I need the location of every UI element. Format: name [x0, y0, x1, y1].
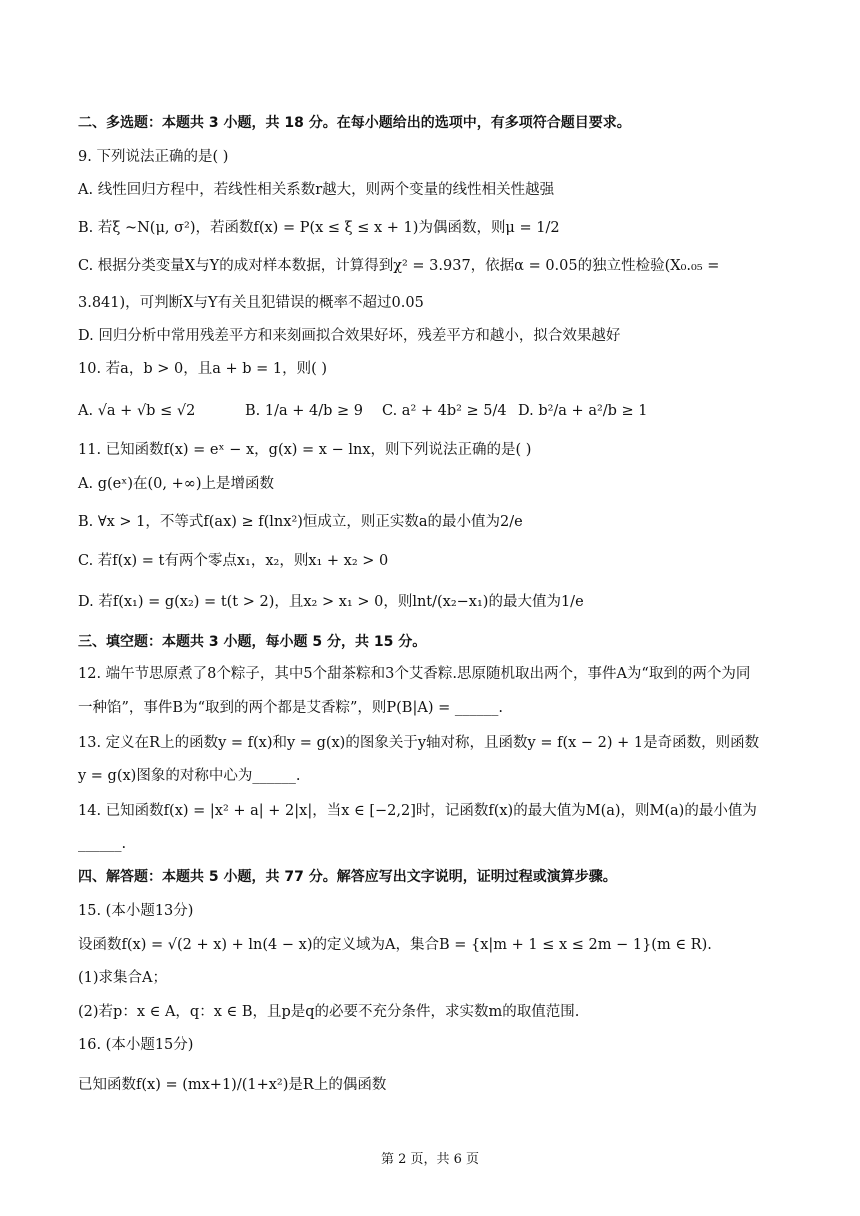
page-footer: 第 2 页，共 6 页 — [380, 1152, 480, 1167]
question-13-line2: y = g(x)图象的对称中心为______. — [78, 768, 301, 784]
question-16-title: 16. (本小题15分) — [78, 1037, 194, 1053]
question-9-option-b: B. 若ξ ~N(μ, σ²)，若函数f(x) = P(x ≤ ξ ≤ x + 1)为偶函数，则μ = 1/2 — [78, 220, 560, 236]
question-10-option-b: B. 1/a + 4/b ≥ 9 — [245, 403, 363, 419]
question-15-stem: 设函数f(x) = √(2 + x) + ln(4 − x)的定义域为A，集合B = {x|m + 1 ≤ x ≤ 2m − 1}(m ∈ R). — [78, 937, 712, 953]
question-10-option-d: D. b²/a + a²/b ≥ 1 — [518, 403, 648, 419]
question-12-line2: 一种馅”，事件B为“取到的两个都是艾香粽”，则P(B|A) = ______. — [78, 700, 503, 716]
question-15-title: 15. (本小题13分) — [78, 903, 194, 919]
question-11-option-a: A. g(eˣ)在(0, +∞)上是增函数 — [78, 476, 274, 492]
question-9-stem: 9. 下列说法正确的是( ) — [78, 149, 229, 165]
question-11-option-c: C. 若f(x) = t有两个零点x₁，x₂，则x₁ + x₂ > 0 — [78, 553, 389, 569]
question-10-stem: 10. 若a，b > 0，且a + b = 1，则( ) — [78, 361, 327, 377]
question-10-option-a: A. √a + √b ≤ √2 — [78, 403, 196, 419]
question-9-option-d: D. 回归分析中常用残差平方和来刻画拟合效果好坏，残差平方和越小，拟合效果越好 — [78, 328, 621, 344]
question-9-option-c-line2: 3.841)，可判断X与Y有关且犯错误的概率不超过0.05 — [78, 295, 424, 311]
question-11-option-d: D. 若f(x₁) = g(x₂) = t(t > 2)，且x₂ > x₁ > 0，则lnt/(x₂−x₁)的最大值为1/e — [78, 594, 584, 610]
section-heading-multiple-choice: 二、多选题：本题共 3 小题，共 18 分。在每小题给出的选项中，有多项符合题目要求。 — [78, 115, 631, 131]
question-11-option-b: B. ∀x > 1，不等式f(ax) ≥ f(lnx²)恒成立，则正实数a的最小值为2/e — [78, 514, 523, 530]
question-11-stem: 11. 已知函数f(x) = eˣ − x，g(x) = x − lnx，则下列说法正确的是( ) — [78, 442, 532, 458]
question-15-part1: (1)求集合A； — [78, 970, 168, 986]
section-heading-answer: 四、解答题：本题共 5 小题，共 77 分。解答应写出文字说明，证明过程或演算步骤。 — [78, 869, 617, 885]
question-14-line2: ______. — [78, 836, 127, 852]
question-10-options — [78, 401, 778, 423]
question-16-stem: 已知函数f(x) = (mx+1)/(1+x²)是R上的偶函数 — [78, 1077, 387, 1093]
question-13-line1: 13. 定义在R上的函数y = f(x)和y = g(x)的图象关于y轴对称，且函数y = f(x − 2) + 1是奇函数，则函数 — [78, 735, 760, 751]
question-10-option-c: C. a² + 4b² ≥ 5/4 — [382, 403, 507, 419]
question-14-line1: 14. 已知函数f(x) = |x² + a| + 2|x|，当x ∈ [−2,2]时，记函数f(x)的最大值为M(a)，则M(a)的最小值为 — [78, 803, 757, 819]
question-12-line1: 12. 端午节思原煮了8个粽子，其中5个甜茶粽和3个艾香粽.思原随机取出两个，事件A为“取到的两个为同 — [78, 666, 751, 682]
section-heading-fill-in: 三、填空题：本题共 3 小题，每小题 5 分，共 15 分。 — [78, 634, 427, 650]
question-15-part2: (2)若p：x ∈ A，q：x ∈ B，且p是q的必要不充分条件，求实数m的取值范围. — [78, 1004, 580, 1020]
question-9-option-c-line1: C. 根据分类变量X与Y的成对样本数据，计算得到χ² = 3.937，依据α = 0.05的独立性检验(X₀.₀₅ = — [78, 258, 720, 274]
question-9-option-a: A. 线性回归方程中，若线性相关系数r越大，则两个变量的线性相关性越强 — [78, 182, 555, 198]
